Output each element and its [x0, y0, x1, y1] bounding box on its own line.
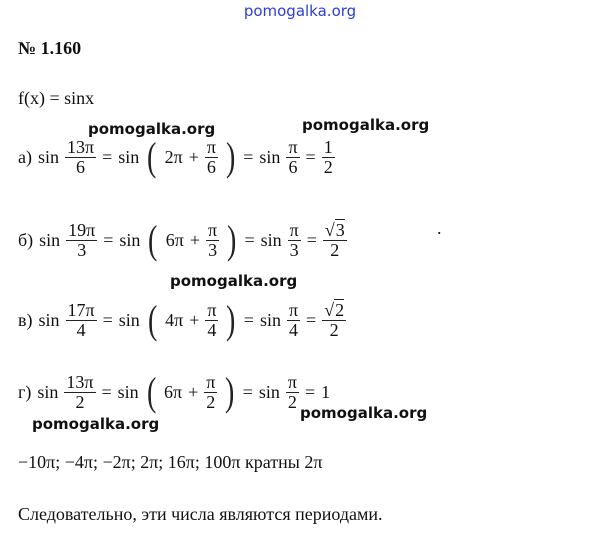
sin-function: sin	[259, 146, 281, 167]
equation-a	[18, 134, 335, 179]
problem-number: № 1.160	[18, 38, 82, 58]
equals-sign: =	[242, 381, 253, 402]
fraction	[206, 221, 219, 260]
function-definition: f(x) = sinx	[18, 88, 95, 108]
right-paren-icon: )	[225, 369, 235, 414]
equals-sign: =	[306, 229, 317, 250]
denominator: 4	[207, 319, 217, 340]
denominator: 3	[77, 239, 87, 260]
left-paren-icon: (	[146, 369, 157, 414]
equation-g	[18, 369, 331, 414]
numerator: π	[208, 219, 218, 240]
watermark: pomogalka.org	[88, 120, 216, 138]
denominator: 2	[323, 156, 333, 177]
fraction	[64, 373, 95, 412]
equals-sign: =	[243, 309, 254, 330]
fraction	[204, 373, 217, 412]
item-label: б)	[18, 229, 34, 250]
fraction	[205, 138, 218, 177]
inner-term: 2π	[164, 146, 183, 167]
result-fraction	[322, 301, 346, 340]
sin-function: sin	[37, 146, 59, 167]
watermark: pomogalka.org	[32, 415, 160, 433]
numerator: π	[206, 136, 216, 157]
equals-sign: =	[101, 381, 112, 402]
equals-sign: =	[102, 146, 113, 167]
equals-sign: =	[243, 146, 254, 167]
watermark: pomogalka.org	[300, 404, 428, 422]
sin-function: sin	[37, 381, 59, 402]
sin-function: sin	[119, 229, 141, 250]
denominator: 4	[289, 319, 298, 340]
plus-sign: +	[189, 229, 201, 250]
fraction	[287, 301, 300, 340]
fraction	[286, 373, 299, 412]
result-fraction	[322, 138, 335, 177]
equals-sign: =	[244, 229, 255, 250]
equals-sign: =	[304, 381, 316, 402]
watermark-top[interactable]: pomogalka.org	[243, 2, 357, 20]
numerator: π	[287, 371, 297, 392]
numerator: 13π	[67, 136, 95, 157]
denominator: 3	[208, 239, 218, 260]
right-paren-icon: )	[227, 217, 237, 262]
denominator: 2	[329, 319, 339, 340]
numerator: π	[288, 136, 298, 157]
item-label: в)	[18, 309, 33, 330]
stray-dot: .	[437, 218, 442, 238]
fraction	[65, 138, 96, 177]
sin-function: sin	[259, 309, 281, 330]
sin-function: sin	[258, 381, 280, 402]
result-value: 1	[321, 381, 331, 402]
equals-sign: =	[306, 309, 317, 330]
numerator: √3	[324, 219, 345, 240]
conclusion: Следовательно, эти числа являются периодами.	[18, 504, 383, 524]
equals-sign: =	[305, 146, 316, 167]
numerator: π	[289, 219, 299, 240]
fraction	[205, 301, 218, 340]
sin-function: sin	[38, 309, 60, 330]
fraction	[286, 138, 299, 177]
numerator: 13π	[66, 371, 94, 392]
sin-function: sin	[117, 381, 139, 402]
denominator: 6	[76, 156, 86, 177]
numerator: π	[207, 299, 217, 320]
inner-term: 6π	[164, 381, 183, 402]
numerator: 19π	[68, 219, 96, 240]
numerator: π	[288, 299, 299, 320]
watermark: pomogalka.org	[170, 272, 298, 290]
multiples-line: −10π; −4π; −2π; 2π; 16π; 100π кратны 2π	[18, 452, 323, 472]
denominator: 2	[206, 391, 216, 412]
right-paren-icon: )	[225, 134, 236, 179]
equation-b	[18, 217, 347, 262]
equals-sign: =	[102, 309, 113, 330]
fraction	[66, 301, 97, 340]
numerator: 17π	[67, 299, 95, 320]
numerator: 1	[323, 136, 333, 157]
denominator: 2	[330, 239, 340, 260]
denominator: 3	[289, 239, 299, 260]
inner-term: 6π	[165, 229, 184, 250]
item-label: а)	[18, 146, 32, 167]
denominator: 6	[206, 156, 216, 177]
equals-sign: =	[103, 229, 114, 250]
left-paren-icon: (	[148, 217, 158, 262]
equation-v	[18, 297, 346, 342]
plus-sign: +	[189, 309, 200, 330]
right-paren-icon: )	[226, 297, 236, 342]
denominator: 2	[287, 391, 297, 412]
sin-function: sin	[260, 229, 282, 250]
denominator: 2	[75, 391, 85, 412]
result-fraction	[323, 221, 347, 260]
fraction	[288, 221, 301, 260]
sin-function: sin	[118, 309, 140, 330]
fraction	[66, 221, 97, 260]
left-paren-icon: (	[147, 297, 158, 342]
inner-term: 4π	[165, 309, 184, 330]
denominator: 6	[288, 156, 298, 177]
denominator: 4	[76, 319, 86, 340]
numerator: π	[206, 371, 216, 392]
sin-function: sin	[39, 229, 61, 250]
numerator: √2	[324, 299, 345, 320]
plus-sign: +	[188, 381, 199, 402]
item-label: г)	[18, 381, 32, 402]
plus-sign: +	[188, 146, 199, 167]
sin-function: sin	[118, 146, 140, 167]
watermark: pomogalka.org	[302, 116, 430, 134]
left-paren-icon: (	[147, 134, 157, 179]
